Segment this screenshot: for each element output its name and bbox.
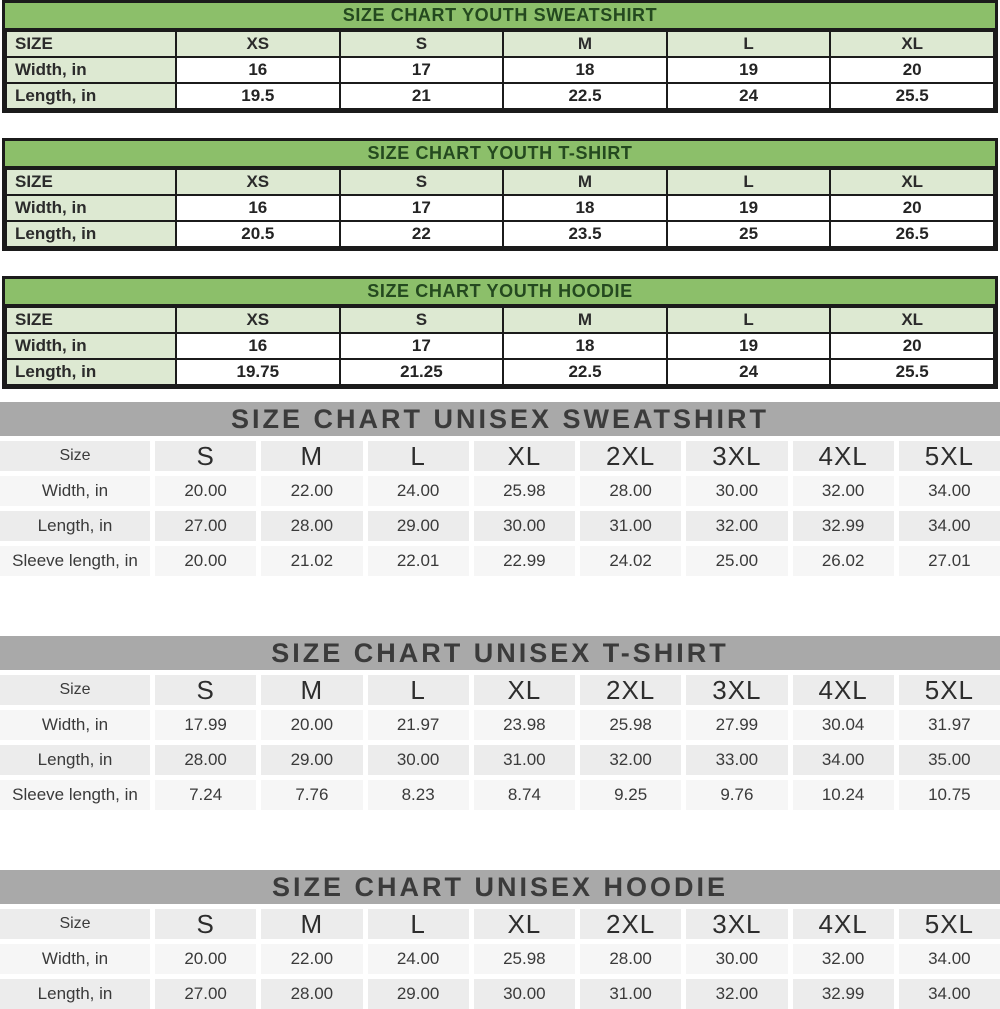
size-column-header: S [155,675,256,705]
value-cell: 32.00 [686,511,787,541]
size-column-header: 3XL [686,441,787,471]
value-cell: 29.00 [261,745,362,775]
size-column-header: M [261,675,362,705]
size-column-header: 2XL [580,441,681,471]
table-title: SIZE CHART UNISEX SWEATSHIRT [0,402,1000,436]
value-cell: 32.99 [793,979,894,1009]
table-row [6,333,994,359]
value-cell: 26.02 [793,546,894,576]
table-row [6,57,994,83]
size-column-header: 4XL [793,909,894,939]
value-cell: 30.00 [474,511,575,541]
value-cell: 22 [340,221,504,247]
value-cell: 27.00 [155,979,256,1009]
value-cell: 22.5 [503,83,667,109]
size-column-header: 4XL [793,675,894,705]
row-label: Sleeve length, in [0,780,150,810]
value-cell: 8.23 [368,780,469,810]
unisex-hoodie-size-chart [0,870,1000,1009]
row-label: Length, in [0,745,150,775]
size-column-header: 2XL [580,675,681,705]
value-cell: 25.00 [686,546,787,576]
value-cell: 28.00 [580,476,681,506]
youth-hoodie-table [5,306,995,386]
size-column-header: L [368,441,469,471]
value-cell: 16 [176,57,340,83]
table-row [6,195,994,221]
value-cell: 20.5 [176,221,340,247]
value-cell: 23.5 [503,221,667,247]
value-cell: 30.00 [368,745,469,775]
table-frame [2,276,998,389]
value-cell: 27.00 [155,511,256,541]
unisex-hoodie-table [0,909,1000,1009]
unisex-sweatshirt-table [0,441,1000,576]
value-cell: 28.00 [155,745,256,775]
value-cell: 30.04 [793,710,894,740]
value-cell: 17 [340,57,504,83]
size-column-header: 5XL [899,675,1000,705]
size-column-header: 5XL [899,909,1000,939]
value-cell: 24.00 [368,476,469,506]
row-label: Width, in [0,944,150,974]
value-cell: 17 [340,195,504,221]
value-cell: 16 [176,333,340,359]
table-row [6,83,994,109]
size-column-header: M [503,31,667,57]
value-cell: 28.00 [261,511,362,541]
value-cell: 34.00 [899,944,1000,974]
size-column-header: 2XL [580,909,681,939]
header-row [6,169,994,195]
row-label: Length, in [6,221,176,247]
value-cell: 32.00 [580,745,681,775]
value-cell: 10.75 [899,780,1000,810]
value-cell: 35.00 [899,745,1000,775]
row-label: Length, in [0,979,150,1009]
size-corner-label: SIZE [6,169,176,195]
value-cell: 34.00 [899,511,1000,541]
value-cell: 8.74 [474,780,575,810]
size-corner-label: Size [0,909,150,939]
value-cell: 21.25 [340,359,504,385]
table-frame [2,138,998,251]
value-cell: 27.99 [686,710,787,740]
size-column-header: 4XL [793,441,894,471]
unisex-sweatshirt-size-chart [0,402,1000,576]
value-cell: 32.00 [793,944,894,974]
size-column-header: L [667,31,831,57]
value-cell: 28.00 [261,979,362,1009]
value-cell: 24.02 [580,546,681,576]
size-column-header: 3XL [686,675,787,705]
youth-tshirt-size-chart [2,138,998,251]
header-row [6,307,994,333]
size-column-header: XL [474,675,575,705]
value-cell: 25.5 [830,83,994,109]
size-column-header: XL [474,909,575,939]
value-cell: 31.00 [580,979,681,1009]
size-column-header: XS [176,307,340,333]
size-corner-label: SIZE [6,307,176,333]
size-column-header: 3XL [686,909,787,939]
table-frame [2,0,998,113]
value-cell: 32.00 [686,979,787,1009]
value-cell: 22.00 [261,944,362,974]
value-cell: 32.00 [793,476,894,506]
value-cell: 25.98 [474,476,575,506]
value-cell: 16 [176,195,340,221]
size-column-header: M [503,169,667,195]
row-label: Length, in [0,511,150,541]
youth-sweatshirt-table [5,30,995,110]
row-label: Width, in [6,195,176,221]
table-title: SIZE CHART UNISEX HOODIE [0,870,1000,904]
value-cell: 19 [667,57,831,83]
value-cell: 33.00 [686,745,787,775]
size-column-header: M [503,307,667,333]
value-cell: 17 [340,333,504,359]
value-cell: 22.5 [503,359,667,385]
size-column-header: S [340,307,504,333]
header-row [6,31,994,57]
size-column-header: XL [830,31,994,57]
value-cell: 7.24 [155,780,256,810]
size-column-header: L [667,169,831,195]
size-column-header: L [667,307,831,333]
value-cell: 9.25 [580,780,681,810]
row-label: Length, in [6,83,176,109]
size-column-header: XL [830,307,994,333]
value-cell: 20.00 [261,710,362,740]
value-cell: 20.00 [155,944,256,974]
youth-sweatshirt-size-chart [2,0,998,113]
value-cell: 7.76 [261,780,362,810]
table-row [6,221,994,247]
table-title: SIZE CHART YOUTH HOODIE [5,279,995,306]
value-cell: 25.98 [474,944,575,974]
row-label: Sleeve length, in [0,546,150,576]
row-label: Width, in [0,476,150,506]
size-column-header: S [155,441,256,471]
value-cell: 24 [667,359,831,385]
youth-hoodie-size-chart [2,276,998,389]
row-label: Width, in [0,710,150,740]
value-cell: 18 [503,195,667,221]
size-corner-label: Size [0,675,150,705]
value-cell: 20.00 [155,546,256,576]
size-column-header: 5XL [899,441,1000,471]
table-title: SIZE CHART YOUTH T-SHIRT [5,141,995,168]
value-cell: 31.97 [899,710,1000,740]
value-cell: 17.99 [155,710,256,740]
row-label: Width, in [6,333,176,359]
table-title: SIZE CHART YOUTH SWEATSHIRT [5,3,995,30]
value-cell: 25.5 [830,359,994,385]
size-column-header: XS [176,31,340,57]
value-cell: 24.00 [368,944,469,974]
size-column-header: L [368,675,469,705]
value-cell: 29.00 [368,979,469,1009]
value-cell: 27.01 [899,546,1000,576]
size-column-header: XL [474,441,575,471]
size-column-header: S [155,909,256,939]
value-cell: 22.00 [261,476,362,506]
value-cell: 25 [667,221,831,247]
unisex-tshirt-table [0,675,1000,810]
size-column-header: L [368,909,469,939]
size-column-header: M [261,441,362,471]
value-cell: 21 [340,83,504,109]
value-cell: 31.00 [474,745,575,775]
value-cell: 19.5 [176,83,340,109]
value-cell: 21.02 [261,546,362,576]
value-cell: 22.99 [474,546,575,576]
value-cell: 26.5 [830,221,994,247]
value-cell: 9.76 [686,780,787,810]
value-cell: 24 [667,83,831,109]
value-cell: 34.00 [793,745,894,775]
value-cell: 22.01 [368,546,469,576]
value-cell: 23.98 [474,710,575,740]
value-cell: 20 [830,57,994,83]
value-cell: 30.00 [686,476,787,506]
size-column-header: M [261,909,362,939]
value-cell: 28.00 [580,944,681,974]
value-cell: 34.00 [899,979,1000,1009]
row-label: Length, in [6,359,176,385]
value-cell: 21.97 [368,710,469,740]
unisex-tshirt-size-chart [0,636,1000,810]
size-column-header: S [340,169,504,195]
value-cell: 10.24 [793,780,894,810]
value-cell: 30.00 [686,944,787,974]
table-title: SIZE CHART UNISEX T-SHIRT [0,636,1000,670]
table-row [6,359,994,385]
value-cell: 34.00 [899,476,1000,506]
value-cell: 18 [503,333,667,359]
youth-tshirt-table [5,168,995,248]
size-column-header: XL [830,169,994,195]
size-corner-label: Size [0,441,150,471]
value-cell: 20 [830,195,994,221]
size-column-header: S [340,31,504,57]
value-cell: 29.00 [368,511,469,541]
value-cell: 18 [503,57,667,83]
row-label: Width, in [6,57,176,83]
value-cell: 20 [830,333,994,359]
size-corner-label: SIZE [6,31,176,57]
value-cell: 19 [667,333,831,359]
value-cell: 19 [667,195,831,221]
value-cell: 31.00 [580,511,681,541]
value-cell: 32.99 [793,511,894,541]
value-cell: 19.75 [176,359,340,385]
value-cell: 30.00 [474,979,575,1009]
size-column-header: XS [176,169,340,195]
value-cell: 25.98 [580,710,681,740]
value-cell: 20.00 [155,476,256,506]
